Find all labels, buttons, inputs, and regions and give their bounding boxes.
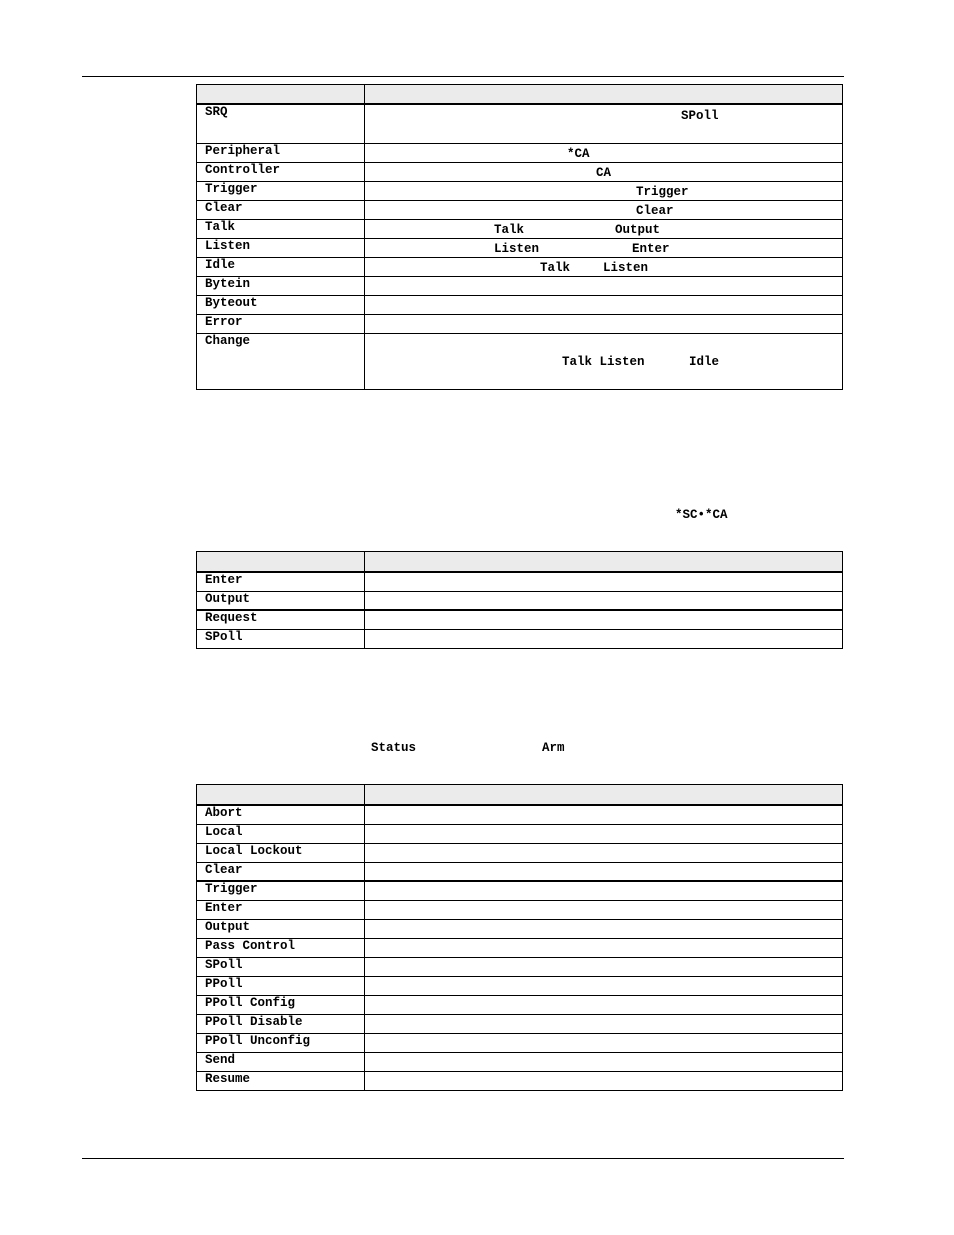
row-label: Idle <box>197 257 365 276</box>
footer-rule <box>82 1158 844 1159</box>
table-row <box>197 143 843 162</box>
row-description <box>365 1014 843 1033</box>
inline-code: Output <box>615 222 661 237</box>
row-label: Error <box>197 314 365 333</box>
row-description <box>365 995 843 1014</box>
row-description <box>365 257 843 276</box>
row-description <box>365 881 843 900</box>
table-row <box>197 900 843 919</box>
row-description <box>365 1052 843 1071</box>
row-description <box>365 200 843 219</box>
row-description <box>365 610 843 629</box>
inline-code: Enter <box>632 241 670 256</box>
row-description <box>365 629 843 648</box>
table-row <box>197 862 843 881</box>
row-label: Resume <box>197 1071 365 1090</box>
row-description <box>365 314 843 333</box>
row-description <box>365 919 843 938</box>
row-description <box>365 1071 843 1090</box>
row-label: SRQ <box>197 104 365 143</box>
row-label: Talk <box>197 219 365 238</box>
inline-code: Listen <box>494 241 540 256</box>
row-description <box>365 104 843 143</box>
row-label: Controller <box>197 162 365 181</box>
table-row <box>197 162 843 181</box>
row-label: Byteout <box>197 295 365 314</box>
inline-code: Clear <box>636 203 674 218</box>
row-description <box>365 143 843 162</box>
row-description <box>365 238 843 257</box>
row-description <box>365 276 843 295</box>
row-label: PPoll <box>197 976 365 995</box>
table-row <box>197 276 843 295</box>
row-label: Local Lockout <box>197 843 365 862</box>
table-row <box>197 629 843 648</box>
table-row <box>197 805 843 824</box>
row-label: Peripheral <box>197 143 365 162</box>
row-description <box>365 843 843 862</box>
inline-code: Arm <box>542 741 565 755</box>
row-label: SPoll <box>197 629 365 648</box>
row-description <box>365 219 843 238</box>
row-label: Bytein <box>197 276 365 295</box>
inline-code: Talk <box>494 222 525 237</box>
table-row <box>197 1052 843 1071</box>
table-row <box>197 1014 843 1033</box>
inline-code: CA <box>596 165 612 180</box>
row-label: PPoll Config <box>197 995 365 1014</box>
table-row <box>197 881 843 900</box>
row-description <box>365 976 843 995</box>
controller-functions-table <box>196 784 843 1091</box>
table-row <box>197 1071 843 1090</box>
row-label: Output <box>197 591 365 610</box>
table-row <box>197 219 843 238</box>
inline-code: *SC•*CA <box>675 508 728 522</box>
row-description <box>365 824 843 843</box>
row-description <box>365 957 843 976</box>
row-description <box>365 591 843 610</box>
table-row <box>197 104 843 143</box>
table-row <box>197 333 843 389</box>
row-description <box>365 938 843 957</box>
events-table <box>196 84 843 390</box>
inline-code: Talk Listen <box>562 354 645 369</box>
row-label: Clear <box>197 862 365 881</box>
row-label: PPoll Disable <box>197 1014 365 1033</box>
row-label: Request <box>197 610 365 629</box>
row-description <box>365 862 843 881</box>
table-row <box>197 257 843 276</box>
row-description <box>365 333 843 389</box>
table-row <box>197 238 843 257</box>
table-row <box>197 824 843 843</box>
table-row <box>197 314 843 333</box>
row-label: Enter <box>197 900 365 919</box>
row-description <box>365 162 843 181</box>
row-description <box>365 572 843 591</box>
table-row <box>197 976 843 995</box>
inline-code: Idle <box>689 354 720 369</box>
io-functions-table <box>196 551 843 649</box>
row-label: Abort <box>197 805 365 824</box>
inline-code: Trigger <box>636 184 689 199</box>
row-label: Clear <box>197 200 365 219</box>
table-row <box>197 995 843 1014</box>
inline-code: Status <box>371 741 417 755</box>
inline-code: Talk <box>540 260 571 275</box>
row-label: PPoll Unconfig <box>197 1033 365 1052</box>
table-header-row <box>197 552 843 573</box>
table-row <box>197 610 843 629</box>
row-label: Send <box>197 1052 365 1071</box>
row-label: Pass Control <box>197 938 365 957</box>
table-row <box>197 591 843 610</box>
row-label: Listen <box>197 238 365 257</box>
inline-code: Listen <box>603 260 649 275</box>
row-label: Change <box>197 333 365 389</box>
row-label: Trigger <box>197 181 365 200</box>
table-row <box>197 1033 843 1052</box>
table-row <box>197 181 843 200</box>
row-label: Local <box>197 824 365 843</box>
row-description <box>365 805 843 824</box>
row-label: Enter <box>197 572 365 591</box>
inline-code: *CA <box>567 146 590 161</box>
row-label: Trigger <box>197 881 365 900</box>
table-row <box>197 200 843 219</box>
row-description <box>365 181 843 200</box>
table-row <box>197 572 843 591</box>
table-row <box>197 295 843 314</box>
inline-code: SPoll <box>681 109 719 123</box>
row-description <box>365 900 843 919</box>
table-header-row <box>197 785 843 806</box>
table-row <box>197 938 843 957</box>
table-header-row <box>197 85 843 105</box>
row-label: Output <box>197 919 365 938</box>
header-rule <box>82 76 844 77</box>
row-label: SPoll <box>197 957 365 976</box>
row-description <box>365 1033 843 1052</box>
table-row <box>197 843 843 862</box>
table-row <box>197 957 843 976</box>
row-description <box>365 295 843 314</box>
table-row <box>197 919 843 938</box>
